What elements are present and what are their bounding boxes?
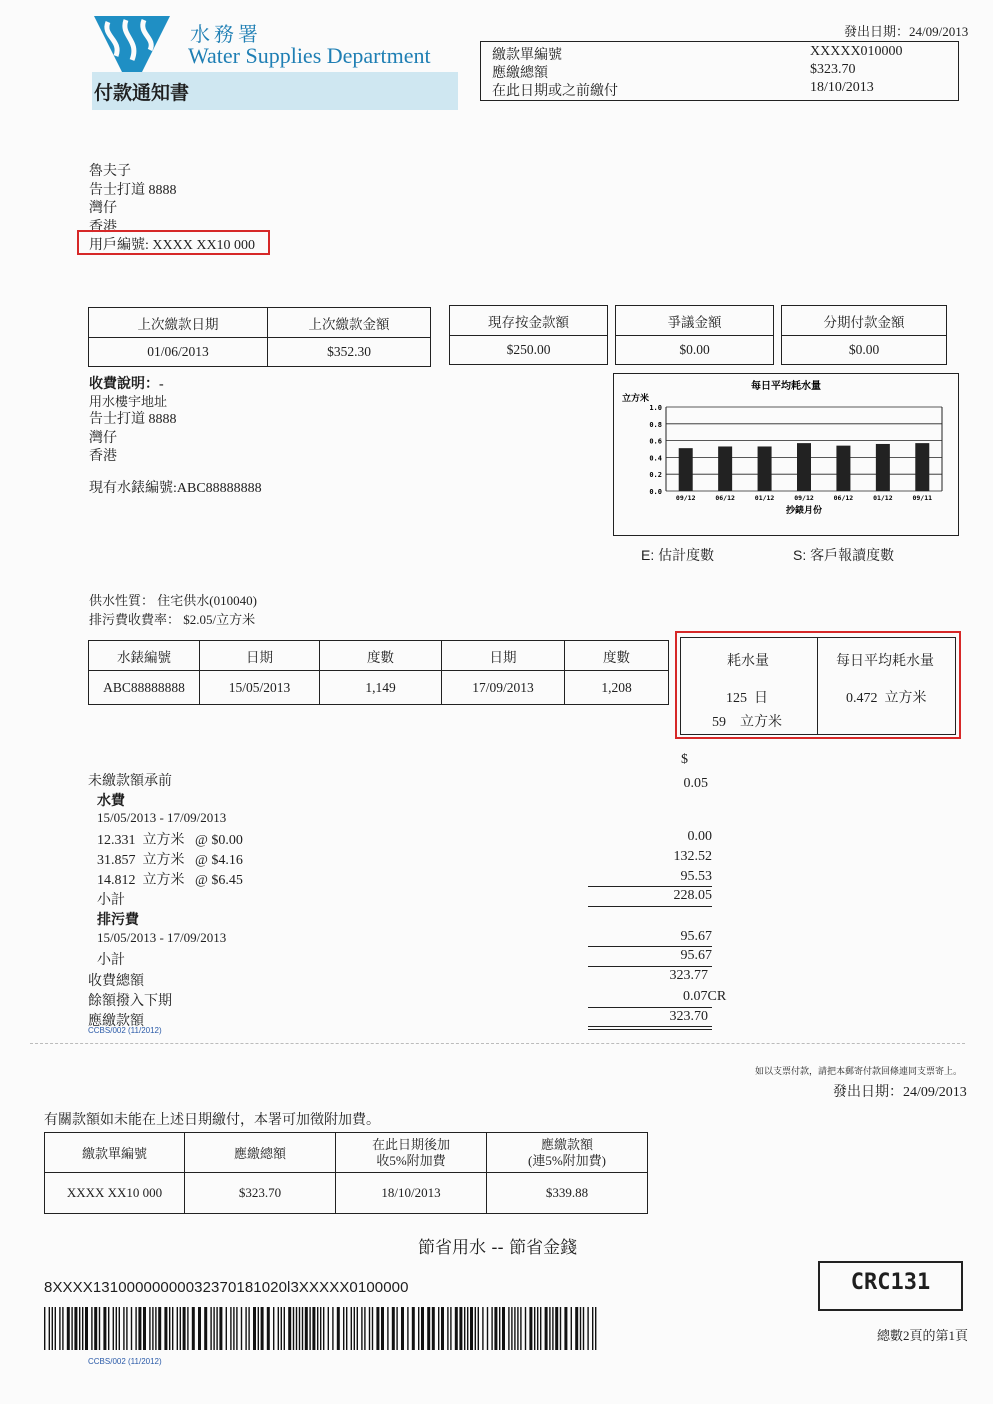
due-rule-bottom — [588, 1026, 712, 1027]
barcode-bar — [296, 1307, 297, 1350]
barcode-bar — [302, 1307, 303, 1350]
barcode-bar — [372, 1307, 373, 1350]
chart-bar — [758, 446, 772, 491]
sewage-subtotal-amount: 95.67 — [680, 948, 712, 963]
tier2-desc: 31.857 立方米 @ $4.16 — [97, 853, 243, 868]
barcode-bar — [74, 1307, 77, 1350]
slip-header-amount-surcharge: 應繳款額 (連5%附加費) — [487, 1133, 648, 1173]
reading-header-meter: 水錶編號 — [89, 641, 200, 671]
chart-x-tick-label: 01/12 — [754, 494, 775, 502]
barcode-bar — [412, 1307, 415, 1350]
barcode-bar — [432, 1307, 435, 1350]
barcode-bar — [99, 1307, 100, 1350]
barcode-bar — [116, 1307, 117, 1350]
chart-bar — [915, 443, 929, 491]
chart-title: 每日平均耗水量 — [751, 381, 821, 392]
barcode-bar — [210, 1307, 211, 1350]
barcode-bar — [172, 1307, 173, 1350]
amount-due-label: 應繳款額 — [88, 1014, 144, 1029]
reading-header-reading2: 度數 — [565, 641, 669, 671]
barcode-bar — [183, 1307, 186, 1350]
barcode-bar — [126, 1307, 127, 1350]
barcode-bar — [226, 1307, 227, 1350]
chart-svg — [614, 374, 957, 534]
cheque-note: 如以支票付款，請把本郵寄付款回條連同支票寄上。 — [755, 1066, 963, 1076]
barcode-bar — [67, 1307, 70, 1350]
total-charges-label: 收費總額 — [88, 974, 144, 989]
tier1-desc: 12.331 立方米 @ $0.00 — [97, 833, 243, 848]
barcode-bar — [520, 1307, 521, 1350]
brought-forward-label: 未繳款額承前 — [88, 774, 172, 789]
summary-label-due-date: 在此日期或之前繳付 — [492, 84, 618, 99]
barcode-bar — [407, 1307, 408, 1350]
barcode-bar — [343, 1307, 344, 1350]
chart-y-tick-label: 0.4 — [649, 454, 662, 463]
slip-amount-surcharge: $339.88 — [487, 1173, 648, 1214]
chart-bar — [679, 448, 693, 491]
chart-bar — [718, 446, 732, 491]
barcode-bar — [478, 1307, 479, 1350]
chart-y-tick-label: 0.2 — [649, 471, 662, 480]
barcode-bar — [230, 1307, 231, 1350]
chart-bar — [876, 444, 890, 491]
barcode-bar — [236, 1307, 237, 1350]
barcode-bar — [149, 1307, 150, 1350]
barcode-bar — [491, 1307, 492, 1350]
account-number: 用戶編號: XXXX XX10 000 — [89, 238, 256, 253]
issue-date: 發出日期：24/09/2013 — [844, 24, 969, 39]
meter-number: 現有水錶編號:ABC88888888 — [89, 481, 262, 496]
barcode-bar — [309, 1307, 310, 1350]
barcode-bar — [502, 1307, 505, 1350]
barcode — [44, 1307, 600, 1350]
installment-value: $0.00 — [782, 336, 947, 365]
charges-title: 收費說明：- — [89, 377, 164, 392]
barcode-bar — [381, 1307, 384, 1350]
consumption-volume: 59 立方米 — [712, 715, 782, 730]
barcode-bar — [438, 1307, 439, 1350]
tear-line — [30, 1043, 965, 1044]
barcode-bar — [204, 1307, 207, 1350]
reading-date2: 17/09/2013 — [442, 671, 565, 705]
disputed-table — [615, 305, 774, 365]
barcode-bar — [470, 1307, 473, 1350]
barcode-bar — [248, 1307, 249, 1350]
last-amount-header: 上次繳款金額 — [268, 308, 431, 338]
barcode-bar — [267, 1307, 270, 1350]
slip-header-total: 應繳總額 — [185, 1133, 336, 1173]
barcode-bar — [475, 1307, 476, 1350]
sewage-subtotal-rule — [588, 946, 712, 947]
address-name: 魯夫子 — [89, 164, 131, 179]
barcode-bar — [328, 1307, 329, 1350]
barcode-bar — [85, 1307, 88, 1350]
barcode-bar — [464, 1307, 465, 1350]
barcode-bar — [545, 1307, 548, 1350]
barcode-number: 8XXXX13100000000032370181020l3XXXXX0100000 — [44, 1279, 409, 1296]
barcode-bar — [180, 1307, 181, 1350]
deposit-table — [449, 305, 608, 365]
barcode-bar — [281, 1307, 282, 1350]
barcode-bar — [482, 1307, 483, 1350]
water-subtotal-rule — [588, 886, 712, 887]
chart-y-tick-label: 0.0 — [649, 488, 662, 496]
barcode-bar — [278, 1307, 279, 1350]
chart-y-tick-label: 0.8 — [649, 420, 662, 429]
carry-forward-label: 餘額撥入下期 — [88, 994, 172, 1009]
chart-y-tick-label: 0.6 — [649, 437, 662, 446]
supply-nature: 供水性質： 住宅供水(010040) — [89, 593, 257, 608]
water-charges-label: 水費 — [97, 794, 125, 809]
barcode-bar — [62, 1307, 63, 1350]
last-date-value: 01/06/2013 — [89, 338, 268, 367]
barcode-bar — [113, 1307, 114, 1350]
barcode-bar — [164, 1307, 167, 1350]
barcode-bar — [293, 1307, 294, 1350]
barcode-bar — [587, 1307, 588, 1350]
slip-header-surcharge-date: 在此日期後加 收5%附加費 — [336, 1133, 487, 1173]
barcode-bar — [549, 1307, 550, 1350]
barcode-bar — [467, 1307, 468, 1350]
barcode-bar — [564, 1307, 567, 1350]
form-code-bottom: CCBS/002 (11/2012) — [88, 1357, 162, 1366]
address-region: 香港 — [89, 220, 117, 235]
barcode-bar — [499, 1307, 500, 1350]
tier1-amount: 0.00 — [687, 829, 712, 844]
barcode-bar — [525, 1307, 526, 1350]
barcode-bar — [592, 1307, 593, 1350]
last-date-header: 上次繳款日期 — [89, 308, 268, 338]
chart-y-tick-label: 1.0 — [649, 404, 662, 412]
barcode-bar — [537, 1307, 538, 1350]
summary-value-total: $323.70 — [810, 62, 856, 77]
barcode-bar — [192, 1307, 195, 1350]
last-payment-table — [88, 307, 431, 367]
due-rule-bottom-2 — [588, 1029, 712, 1030]
barcode-bar — [59, 1307, 60, 1350]
barcode-bar — [552, 1307, 553, 1350]
barcode-bar — [312, 1307, 315, 1350]
disputed-value: $0.00 — [616, 336, 774, 365]
barcode-bar — [299, 1307, 300, 1350]
slip-table — [44, 1132, 648, 1214]
barcode-bar — [123, 1307, 124, 1350]
barcode-bar — [459, 1307, 462, 1350]
barcode-bar — [583, 1307, 584, 1350]
barcode-bar — [261, 1307, 264, 1350]
amount-due: 323.70 — [669, 1009, 708, 1024]
avg-consumption-value: 0.472 立方米 — [846, 691, 927, 706]
barcode-bar — [82, 1307, 83, 1350]
barcode-bar — [288, 1307, 291, 1350]
barcode-bar — [94, 1307, 97, 1350]
barcode-bar — [52, 1307, 53, 1350]
barcode-bar — [177, 1307, 178, 1350]
barcode-bar — [540, 1307, 541, 1350]
last-amount-value: $352.30 — [268, 338, 431, 367]
brought-forward-amount: 0.05 — [683, 776, 708, 791]
chart-x-tick-label: 06/12 — [833, 494, 854, 502]
water-period: 15/05/2013 - 17/09/2013 — [97, 810, 227, 825]
premises-label: 用水樓宇地址 — [89, 394, 168, 409]
barcode-bar — [418, 1307, 419, 1350]
barcode-bar — [555, 1307, 558, 1350]
barcode-bar — [55, 1307, 56, 1350]
barcode-bar — [216, 1307, 217, 1350]
chart-x-tick-label: 09/12 — [794, 494, 814, 502]
barcode-bar — [369, 1307, 370, 1350]
barcode-bar — [241, 1307, 242, 1350]
barcode-bar — [508, 1307, 509, 1350]
premises-region: 香港 — [89, 449, 117, 464]
barcode-bar — [71, 1307, 72, 1350]
barcode-bar — [44, 1307, 45, 1350]
consumption-divider — [817, 637, 818, 735]
barcode-bar — [351, 1307, 352, 1350]
chart-x-axis-label: 抄錶月份 — [785, 506, 823, 516]
reading-header-date2: 日期 — [442, 641, 565, 671]
reading-value2: 1,208 — [565, 671, 669, 705]
legend-self-read: S: 客戶報讀度數 — [793, 547, 895, 563]
carry-forward-amount: 0.07CR — [683, 989, 727, 1004]
barcode-bar — [421, 1307, 424, 1350]
reading-header-reading1: 度數 — [320, 641, 442, 671]
barcode-bar — [571, 1307, 572, 1350]
chart-x-tick-label: 09/12 — [675, 494, 696, 502]
dept-name-cn: 水務署 — [190, 24, 262, 46]
barcode-bar — [152, 1307, 153, 1350]
barcode-bar — [455, 1307, 458, 1350]
avg-consumption-label: 每日平均耗水量 — [836, 654, 934, 669]
crc-code: CRC131 — [850, 1270, 931, 1295]
form-code-top: CCBS/002 (11/2012) — [88, 1026, 162, 1035]
installment-table — [781, 305, 947, 365]
summary-label-bill-no: 繳款單編號 — [492, 48, 562, 63]
barcode-bar — [387, 1307, 388, 1350]
dept-name-en: Water Supplies Department — [188, 43, 431, 68]
barcode-bar — [158, 1307, 161, 1350]
sewage-subtotal-label: 小計 — [97, 953, 125, 968]
address-district: 灣仔 — [89, 201, 117, 216]
barcode-bar — [273, 1307, 274, 1350]
chart-bar — [797, 443, 811, 491]
barcode-bar — [441, 1307, 444, 1350]
barcode-bar — [91, 1307, 92, 1350]
slip-bill-no: XXXX XX10 000 — [45, 1173, 185, 1214]
page-indicator: 總數2頁的第1頁 — [877, 1328, 969, 1343]
barcode-bar — [284, 1307, 285, 1350]
barcode-bar — [258, 1307, 259, 1350]
barcode-bar — [135, 1307, 136, 1350]
reading-value1: 1,149 — [320, 671, 442, 705]
barcode-bar — [357, 1307, 358, 1350]
disputed-header: 爭議金額 — [616, 306, 774, 336]
water-subtotal-rule-bottom — [588, 906, 712, 907]
meter-readings-table — [88, 640, 669, 705]
summary-value-bill-no: XXXXX010000 — [810, 44, 903, 59]
reading-meter-no: ABC88888888 — [89, 671, 200, 705]
consumption-chart — [613, 373, 959, 536]
address-street: 告士打道 8888 — [89, 183, 177, 198]
barcode-bar — [131, 1307, 132, 1350]
barcode-bar — [560, 1307, 561, 1350]
tier3-amount: 95.53 — [680, 869, 712, 884]
barcode-bar — [346, 1307, 347, 1350]
barcode-bar — [103, 1307, 106, 1350]
barcode-bar — [169, 1307, 170, 1350]
document-title: 付款通知書 — [94, 82, 190, 104]
barcode-bar — [575, 1307, 578, 1350]
barcode-graphic — [44, 1307, 600, 1350]
barcode-bar — [198, 1307, 201, 1350]
sewage-subtotal-rule-bottom — [588, 966, 712, 967]
water-subtotal-label: 小計 — [97, 893, 125, 908]
barcode-bar — [337, 1307, 340, 1350]
summary-label-total: 應繳總額 — [492, 66, 548, 81]
deposit-header: 現存按金款額 — [450, 306, 608, 336]
barcode-bar — [119, 1307, 120, 1350]
barcode-bar — [143, 1307, 146, 1350]
barcode-bar — [317, 1307, 318, 1350]
summary-value-due-date: 18/10/2013 — [810, 80, 874, 95]
water-subtotal-amount: 228.05 — [673, 888, 712, 903]
surcharge-note: 有關款額如未能在上述日期繳付，本署可加徵附加費。 — [44, 1113, 380, 1128]
barcode-bar — [529, 1307, 532, 1350]
barcode-bar — [233, 1307, 234, 1350]
legend-estimated: E: 估計度數 — [641, 547, 715, 563]
barcode-bar — [364, 1307, 365, 1350]
barcode-bar — [376, 1307, 379, 1350]
consumption-label: 耗水量 — [727, 654, 769, 669]
chart-x-tick-label: 09/11 — [912, 494, 933, 502]
premises-street: 告士打道 8888 — [89, 412, 177, 427]
consumption-days: 125 日 — [726, 691, 768, 706]
barcode-bar — [514, 1307, 515, 1350]
barcode-bar — [213, 1307, 214, 1350]
chart-y-axis-label: 立方米 — [622, 394, 650, 404]
barcode-bar — [392, 1307, 395, 1350]
barcode-bar — [595, 1307, 596, 1350]
barcode-bar — [138, 1307, 141, 1350]
barcode-bar — [494, 1307, 497, 1350]
slip-surcharge-date: 18/10/2013 — [336, 1173, 487, 1214]
barcode-bar — [534, 1307, 535, 1350]
barcode-bar — [447, 1307, 448, 1350]
barcode-bar — [332, 1307, 333, 1350]
slip-total: $323.70 — [185, 1173, 336, 1214]
sewage-period: 15/05/2013 - 17/09/2013 — [97, 930, 227, 945]
barcode-bar — [396, 1307, 397, 1350]
due-rule-top — [588, 1007, 712, 1008]
total-charges-amount: 323.77 — [669, 968, 708, 983]
premises-district: 灣仔 — [89, 431, 117, 446]
chart-x-tick-label: 01/12 — [873, 494, 893, 502]
sewage-rate: 排污費收費率： $2.05/立方米 — [89, 612, 256, 627]
barcode-bar — [305, 1307, 308, 1350]
barcode-bar — [49, 1307, 50, 1350]
barcode-bar — [108, 1307, 109, 1350]
barcode-bar — [450, 1307, 451, 1350]
barcode-bar — [219, 1307, 222, 1350]
barcode-bar — [253, 1307, 256, 1350]
sewage-charges-label: 排污費 — [97, 913, 139, 928]
barcode-bar — [487, 1307, 488, 1350]
tier2-amount: 132.52 — [673, 849, 712, 864]
barcode-bar — [79, 1307, 80, 1350]
reading-date1: 15/05/2013 — [200, 671, 320, 705]
barcode-bar — [245, 1307, 246, 1350]
barcode-bar — [361, 1307, 362, 1350]
slip-header-bill-no: 繳款單編號 — [45, 1133, 185, 1173]
barcode-bar — [511, 1307, 512, 1350]
chart-x-tick-label: 06/12 — [715, 494, 735, 502]
barcode-bar — [323, 1307, 324, 1350]
barcode-bar — [517, 1307, 518, 1350]
slip-issue-date: 發出日期：24/09/2013 — [833, 1085, 967, 1100]
sewage-amount: 95.67 — [680, 929, 712, 944]
currency-symbol: $ — [681, 752, 688, 767]
barcode-bar — [401, 1307, 404, 1350]
installment-header: 分期付款金額 — [782, 306, 947, 336]
barcode-bar — [354, 1307, 355, 1350]
barcode-bar — [155, 1307, 156, 1350]
chart-bar — [836, 446, 850, 491]
reading-header-date1: 日期 — [200, 641, 320, 671]
barcode-bar — [580, 1307, 581, 1350]
barcode-bar — [427, 1307, 430, 1350]
slogan: 節省用水 -- 節省金錢 — [418, 1238, 578, 1258]
barcode-bar — [320, 1307, 321, 1350]
tier3-desc: 14.812 立方米 @ $6.45 — [97, 873, 243, 888]
barcode-bar — [187, 1307, 188, 1350]
deposit-value: $250.00 — [450, 336, 608, 365]
